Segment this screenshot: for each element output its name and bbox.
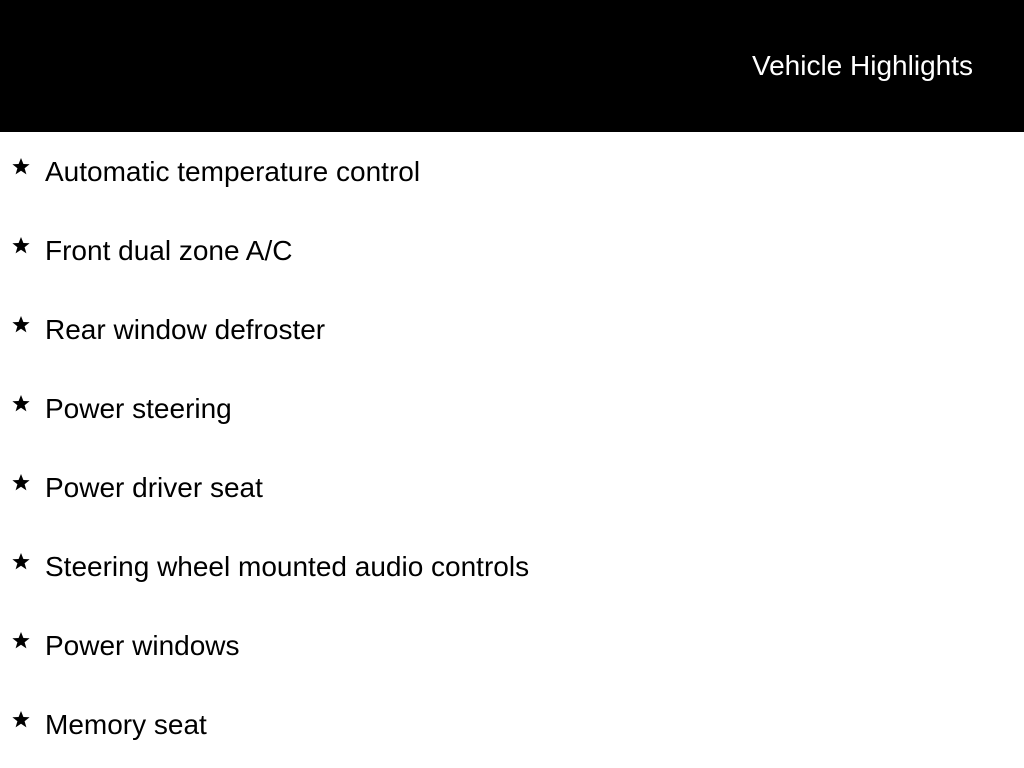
page-title: Vehicle Highlights [751, 50, 973, 81]
feature-label: Automatic temperature control [45, 156, 421, 187]
star-icon [11, 551, 31, 571]
star-icon [11, 235, 31, 255]
feature-label: Power driver seat [45, 472, 263, 503]
star-icon [11, 393, 31, 413]
list-item [0, 448, 1024, 527]
list-item [0, 211, 1024, 290]
list-item [0, 685, 1024, 764]
star-icon [11, 472, 31, 492]
feature-label: Memory seat [45, 709, 207, 740]
features-list [0, 132, 1024, 764]
star-icon [11, 314, 31, 334]
star-icon [11, 709, 31, 729]
feature-label: Front dual zone A/C [45, 235, 293, 266]
feature-label: Power steering [45, 393, 232, 424]
feature-label: Steering wheel mounted audio controls [45, 551, 530, 582]
list-item [0, 132, 1024, 211]
list-item [0, 606, 1024, 685]
list-item [0, 527, 1024, 606]
header-banner [0, 0, 1024, 132]
feature-label: Power windows [45, 630, 240, 661]
star-icon [11, 156, 31, 176]
feature-label: Rear window defroster [45, 314, 326, 345]
list-item [0, 290, 1024, 369]
star-icon [11, 630, 31, 650]
list-item [0, 369, 1024, 448]
